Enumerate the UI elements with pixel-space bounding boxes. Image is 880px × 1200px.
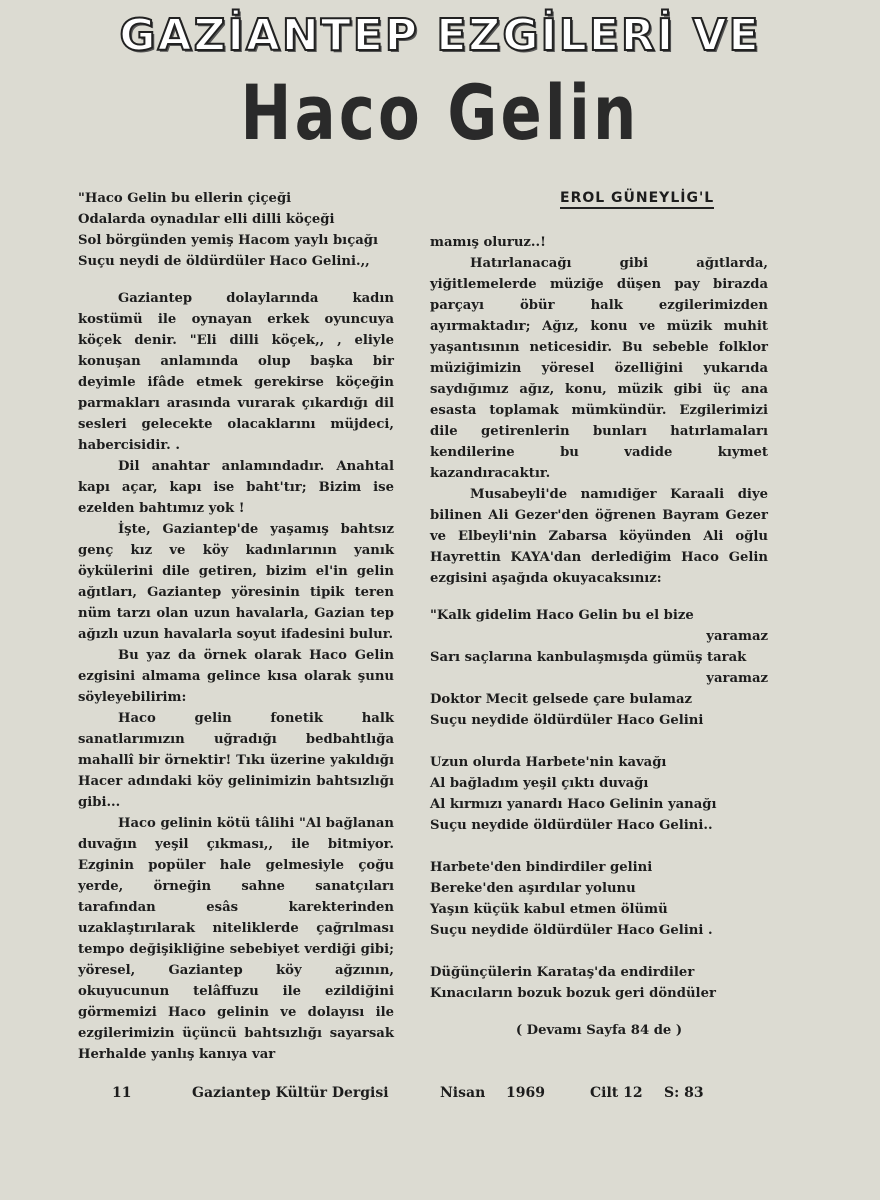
left-column [78, 188, 394, 1065]
right-column [430, 232, 768, 1041]
issue-year: 1969 [506, 1085, 545, 1101]
haco-gelin-lyrics [430, 605, 768, 1004]
page-number: 11 [112, 1085, 132, 1101]
continued-note: ( Devamı Sayfa 84 de ) [515, 1023, 683, 1038]
journal-name: Gaziantep Kültür Dergisi [192, 1085, 389, 1101]
lyric-line: Al bağladım yeşil çıktı duvağı [430, 776, 649, 791]
verse-line: Suçu neydi de öldürdüler Haco Gelini.,, [78, 254, 370, 269]
paragraph: Musabeyli'de namıdiğer Karaali diye bilinen Ali Gezer'den öğrenen Bayram Gezer ve Elbeyli'nin Zabarsa köyünden Ali oğlu Hayrettin KAYA'dan derlediğim Haco Gelin ezgisini aşağıda okuyacaksınız: [430, 487, 768, 586]
issue-number: S: 83 [664, 1085, 704, 1101]
paragraph: Gaziantep dolaylarında kadın kostümü ile oynayan erkek oyuncuya köçek denir. "Eli dilli köçek,, , eliyle konuşan anlamında olup başka bir deyimle ifâde etmek gerekirse köçeğin parmakları arasında vurarak çıkardığı dil sesleri gelecekte olacaklarını müjdeci, habercisidir. . [78, 291, 394, 453]
lyric-line: Sarı saçlarına kanbulaşmışda gümüş tarak [430, 650, 747, 665]
lyric-line: Al kırmızı yanardı Haco Gelinin yanağı [430, 797, 717, 812]
lyric-line: "Kalk gidelim Haco Gelin bu el bize [430, 608, 694, 623]
verse-line: "Haco Gelin bu ellerin çiçeği [78, 191, 292, 206]
lyric-line: Suçu neydide öldürdüler Haco Gelini . [430, 923, 713, 938]
article-title: Haco Gelin [240, 68, 640, 157]
verse-line: Odalarda oynadılar elli dilli köçeği [78, 212, 335, 227]
issue-month: Nisan [440, 1085, 486, 1101]
paragraph: mamış oluruz..! [430, 235, 546, 250]
author-name: EROL GÜNEYLİG'L [560, 190, 714, 209]
paragraph: Bu yaz da örnek olarak Haco Gelin ezgisini almama gelince kısa olarak şunu söyleyebilirim: [78, 648, 394, 705]
paragraph: İşte, Gaziantep'de yaşamış bahtsız genç kız ve köy kadınlarının yanık öykülerini dile getiren, bizim el'in gelin ağıtları, Gaziantep yöresinin tipik teren nüm tarzı olan uzun havalarla, Gazian tep ağızlı uzun havalarla soyut ifadesini bulur. [78, 522, 394, 642]
lyric-line: Kınacıların bozuk bozuk geri döndüler [430, 986, 716, 1001]
opening-verse [78, 188, 394, 272]
paragraph: Hatırlanacağı gibi ağıtlarda, yiğitlemelerde müziğe düşen pay birazda parçayı öbür halk ezgilerimizden ayırmaktadır; Ağız, konu ve müzik muhit yaşantısının neticesidir. Bu sebeble folklor müziğimizin yöresel özelliğini yukarıda saydığımız ağız, konu, müzik gibi üç ana esasta toplamak mümkündür. Ezgilerimizi dile getirenlerin bunları hatırlamaları kendilerine bu vadide kıymet kazandıracaktır. [430, 256, 768, 481]
lyric-line: Suçu neydide öldürdüler Haco Gelini.. [430, 818, 713, 833]
title-line-1: GAZİANTEP EZGİLERİ VE [119, 10, 761, 61]
lyric-line: Düğünçülerin Karataş'da endirdiler [430, 965, 695, 980]
verse-line: Sol börgünden yemiş Hacom yaylı bıçağı [78, 233, 378, 248]
lyric-line: Suçu neydide öldürdüler Haco Gelini [430, 713, 704, 728]
lyric-line-continuation: yaramaz [706, 629, 768, 644]
lyric-line: Doktor Mecit gelsede çare bulamaz [430, 692, 692, 707]
lyric-line-continuation: yaramaz [706, 671, 768, 686]
paragraph: Haco gelinin kötü tâlihi "Al bağlanan duvağın yeşil çıkması,, ile bitmiyor. Ezginin popüler hale gelmesiyle çoğu yerde, örneğin sahne sanatçıları tarafından esâs karekterinden uzaklaştırılarak niteliklerde çağrılması tempo değişikliğine sebebiyet verdiği gibi; yöresel, Gaziantep köy ağzının, okuyucunun telâffuzu ile ezildiğini görmemizi Haco gelinin ve dolayısı ile ezgilerimizin üçüncü bahtsızlığı sayarsak Herhalde yanlış kanıya var [78, 816, 394, 1062]
lyric-line: Uzun olurda Harbete'nin kavağı [430, 755, 667, 770]
paragraph: Haco gelin fonetik halk sanatlarımızın uğradığı bedbahtlığa mahallî bir örnektir! Tıkı üzerine yakıldığı Hacer adındaki köy gelinimizin bahtsızlığı gibi... [78, 711, 394, 810]
lyric-line: Harbete'den bindirdiler gelini [430, 860, 653, 875]
paragraph: Dil anahtar anlamındadır. Anahtal kapı açar, kapı ise baht'tır; Bizim ise ezelden bahtımız yok ! [78, 459, 394, 516]
lyric-line: Bereke'den aşırdılar yolunu [430, 881, 636, 896]
volume: Cilt 12 [590, 1085, 643, 1101]
lyric-line: Yaşın küçük kabul etmen ölümü [430, 902, 668, 917]
